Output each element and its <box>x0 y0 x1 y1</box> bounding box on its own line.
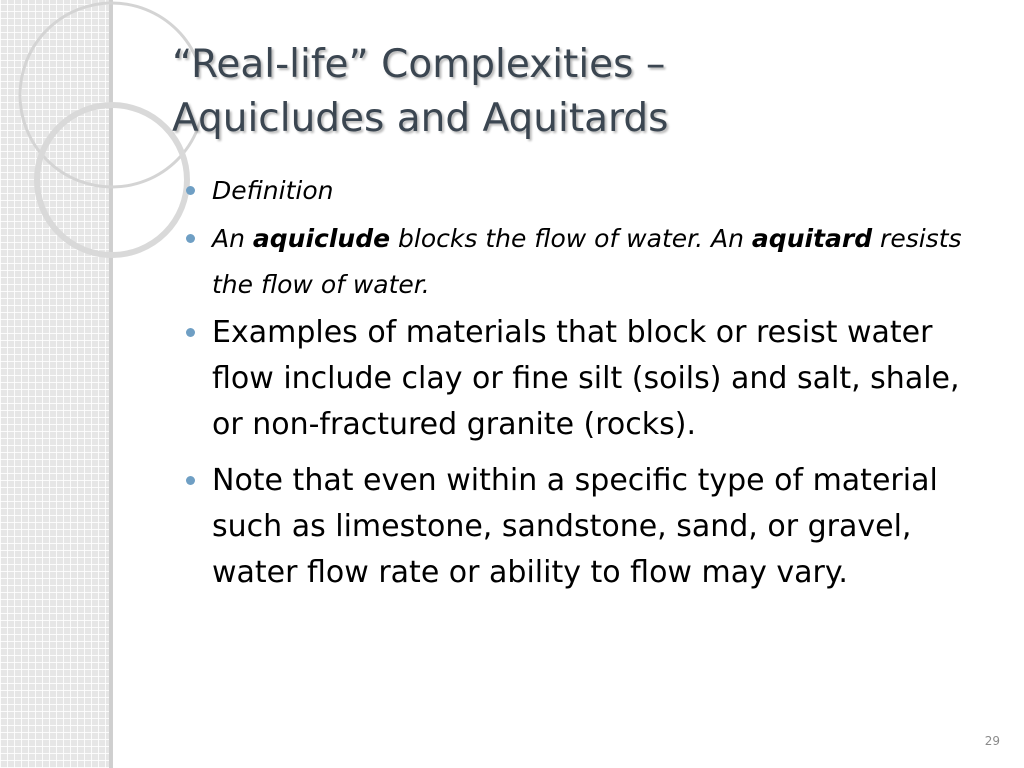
bullet-text: Note that even within a specific type of material such as limestone, sandstone, sand, or gravel, water flow rate or ability to flow may vary. <box>212 463 938 590</box>
title-line-1: “Real-life” Complexities – <box>172 42 666 87</box>
bullet-dot-icon <box>186 476 195 485</box>
page-number: 29 <box>984 734 1000 748</box>
slide-title <box>172 38 932 146</box>
bullet-item-aquiclude-aquitard <box>184 216 994 308</box>
term-aquitard: aquitard <box>751 224 873 253</box>
decorative-rings <box>0 0 200 280</box>
bullet-item-note <box>184 458 994 596</box>
bullet-text-part: resists the flow of water. <box>212 224 962 299</box>
bullet-text: Examples of materials that block or resist water flow include clay or fine silt (soils) and salt, shale, or non-fractured granite (rocks). <box>212 315 960 442</box>
bullet-dot-icon <box>186 234 195 243</box>
bullet-text-part: An <box>212 224 253 253</box>
term-aquiclude: aquiclude <box>252 224 391 253</box>
bullet-dot-icon <box>186 186 195 195</box>
bullet-text: Definition <box>212 176 334 205</box>
bullet-text-part: blocks the flow of water. An <box>390 224 752 253</box>
bullet-item-definition <box>184 168 994 214</box>
bullet-dot-icon <box>186 328 195 337</box>
title-line-2: Aquicludes and Aquitards <box>172 96 669 141</box>
bullet-list <box>184 168 994 606</box>
decorative-ring-small <box>37 105 187 255</box>
bullet-item-examples <box>184 310 994 448</box>
